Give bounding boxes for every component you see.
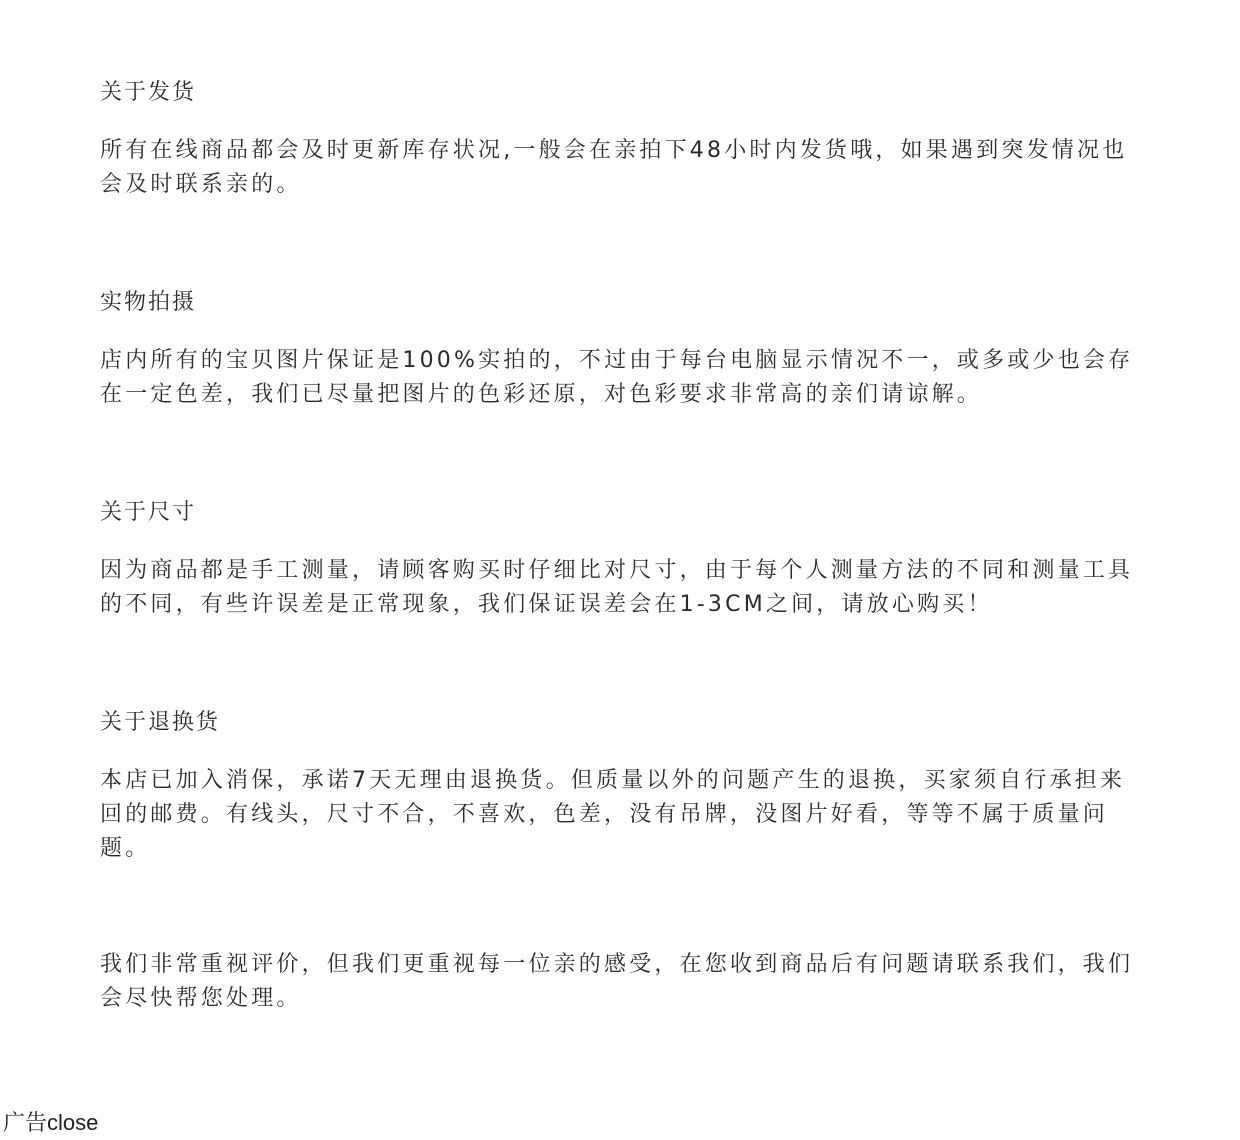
section-title-photos: 实物拍摄 xyxy=(100,290,197,315)
section-photos xyxy=(100,288,1140,412)
section-sizing xyxy=(100,498,1140,622)
section-body-sizing: 因为商品都是手工测量，请顾客购买时仔细比对尺寸，由于每个人测量方法的不同和测量工具的不同，有些许误差是正常现象，我们保证误差会在1-3CM之间，请放心购买！ xyxy=(100,558,1134,617)
section-returns xyxy=(100,708,1140,866)
ad-bar xyxy=(3,1108,98,1138)
ad-close-button[interactable]: close xyxy=(47,1110,99,1135)
section-body-returns: 本店已加入消保，承诺7天无理由退换货。但质量以外的问题产生的退换，买家须自行承担来回的邮费。有线头，尺寸不合，不喜欢，色差，没有吊牌，没图片好看，等等不属于质量问题。 xyxy=(100,768,1126,861)
section-title-returns: 关于退换货 xyxy=(100,710,221,735)
section-body-photos: 店内所有的宝贝图片保证是100%实拍的，不过由于每台电脑显示情况不一，或多或少也会存在一定色差，我们已尽量把图片的色彩还原，对色彩要求非常高的亲们请谅解。 xyxy=(100,348,1134,407)
section-title-shipping: 关于发货 xyxy=(100,80,197,105)
section-body-shipping: 所有在线商品都会及时更新库存状况,一般会在亲拍下48小时内发货哦，如果遇到突发情况也会及时联系亲的。 xyxy=(100,138,1128,197)
section-shipping xyxy=(100,78,1140,202)
section-closing xyxy=(100,948,1140,1016)
ad-label: 广告 xyxy=(3,1110,48,1135)
closing-note: 我们非常重视评价，但我们更重视每一位亲的感受，在您收到商品后有问题请联系我们，我们会尽快帮您处理。 xyxy=(100,952,1134,1011)
section-title-sizing: 关于尺寸 xyxy=(100,500,197,525)
